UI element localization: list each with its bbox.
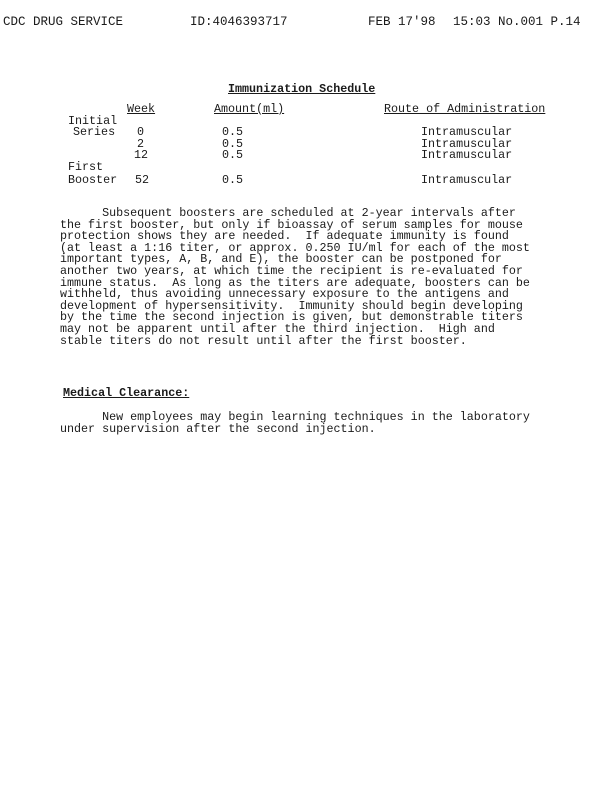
row-route: Intramuscular (421, 125, 513, 139)
row-week: 2 (137, 137, 145, 151)
schedule-title: Immunization Schedule (228, 82, 376, 96)
row-week: 0 (137, 125, 145, 139)
text-line: (at least a 1:16 titer, or approx. 0.250 IU/ml for each of the most (60, 240, 530, 255)
fax-date: FEB 17'98 (368, 15, 436, 29)
text-line: the first booster, but only if bioassay of serum samples for mouse (60, 217, 523, 232)
row-amount: 0.5 (222, 148, 244, 162)
text-line: protection shows they are needed. If adequate immunity is found (60, 229, 509, 244)
row-week: 52 (135, 173, 150, 187)
label-series: Series (73, 125, 116, 139)
text-line: by the time the second injection is given, but demonstrable titers (60, 310, 523, 325)
row-route: Intramuscular (421, 148, 513, 162)
text-line: withheld, thus avoiding unnecessary exposure to the antigens and (60, 287, 509, 302)
fax-sender: CDC DRUG SERVICE (3, 15, 124, 29)
label-initial: Initial (68, 114, 118, 128)
text-line: another two years, at which time the recipient is re-evaluated for (60, 263, 523, 278)
row-route: Intramuscular (421, 173, 513, 187)
text-line: may not be apparent until after the third injection. High and (60, 321, 495, 336)
row-route: Intramuscular (421, 137, 513, 151)
header-amount: Amount(ml) (214, 102, 285, 116)
boosters-paragraph (60, 208, 550, 347)
clearance-paragraph (60, 412, 550, 435)
text-line: important types, A, B, and E), the booster can be postponed for (60, 252, 502, 267)
label-first: First (68, 160, 104, 174)
text-line: immune status. As long as the titers are adequate, boosters can be (60, 275, 530, 290)
text-line: New employees may begin learning techniques in the laboratory (60, 410, 530, 424)
text-line: Subsequent boosters are scheduled at 2-year intervals after (60, 206, 516, 220)
header-week: Week (127, 102, 156, 116)
row-amount: 0.5 (222, 137, 244, 151)
text-line: stable titers do not result until after the first booster. (60, 333, 467, 348)
row-amount: 0.5 (222, 125, 244, 139)
label-booster: Booster (68, 173, 118, 187)
fax-id: ID:4046393717 (190, 15, 288, 29)
clearance-title: Medical Clearance: (63, 386, 190, 400)
fax-time-page: 15:03 No.001 P.14 (453, 15, 581, 29)
text-line: development of hypersensitivity. Immunity should begin developing (60, 298, 523, 313)
text-line: under supervision after the second injection. (60, 421, 376, 436)
row-amount: 0.5 (222, 173, 244, 187)
row-week: 12 (134, 148, 149, 162)
header-route: Route of Administration (384, 102, 546, 116)
